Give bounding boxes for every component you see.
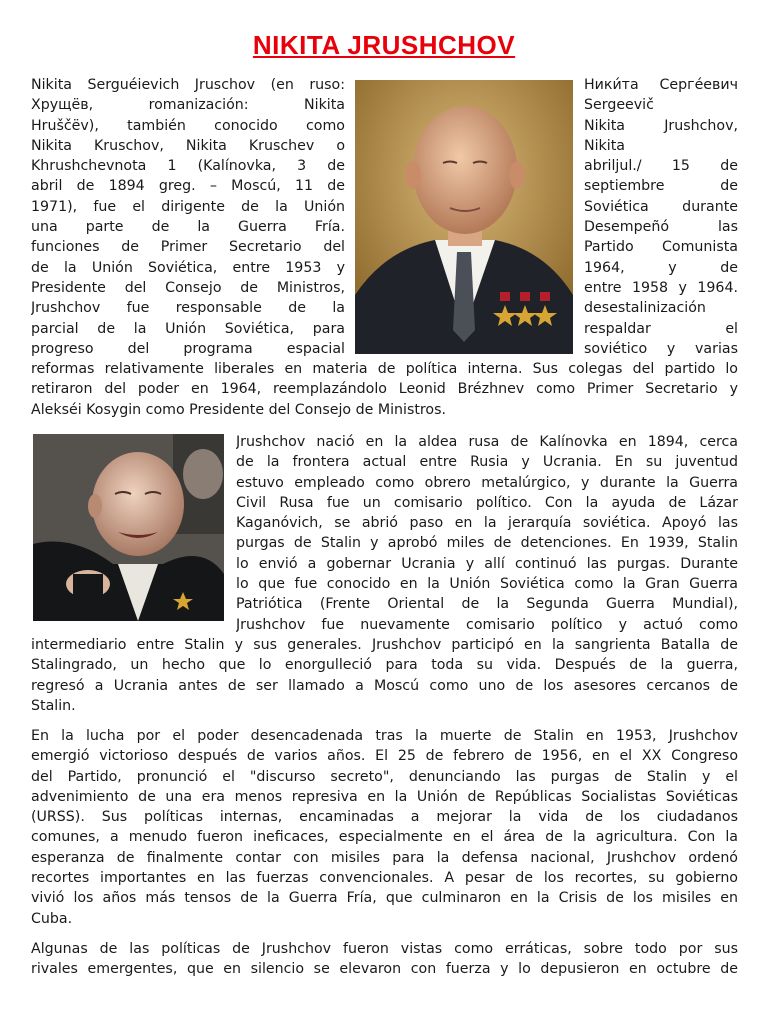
text-line: parcial de la Unión Soviética, para	[31, 320, 345, 337]
text-line: Kaganóvich, se abrió paso en la jerarquía soviética. Apoyó las	[236, 515, 738, 532]
text-line: estuvo empleado como obrero metalúrgico, y durante la Guerra	[236, 474, 738, 491]
text-line: del Partido, pronunció el "discurso secreto", denunciando las purgas de Stalin y el	[31, 768, 738, 785]
text-line: Hruščëv), también conocido como	[31, 117, 345, 134]
text-line: abril de 1894 greg. – Moscú, 11 de	[31, 178, 345, 195]
text-line: Algunas de las políticas de Jrushchov fueron vistas como erráticas, sobre todo por sus	[31, 941, 738, 957]
text-line: Alekséi Kosygin como Presidente del Consejo de Ministros.	[31, 401, 447, 418]
text-line: 1971), fue el dirigente de la Unión	[31, 198, 345, 215]
text-line: Jrushchov nació en la aldea rusa de Kalínovka en 1894, cerca	[236, 434, 738, 450]
text-line: progreso del programa espacial	[31, 340, 345, 357]
text-line: lo que fue conocido en la Unión Soviética como la Gran Guerra	[236, 576, 738, 593]
text-line: desestalinización	[584, 300, 706, 317]
text-line: respaldar el	[584, 320, 738, 337]
intro-tail	[31, 359, 738, 420]
text-line: Soviética durante	[584, 198, 738, 215]
text-line: septiembre de	[584, 178, 738, 195]
text-line: comunes, a menudo fueron ineficaces, especialmente en el área de la agricultura. Con la	[31, 829, 738, 846]
text-line: recortes importantes en las fuerzas convencionales. A pesar de los recortes, su gobierno	[31, 870, 738, 887]
power-paragraph	[31, 726, 738, 929]
text-line: En la lucha por el poder desencadenada tras la muerte de Stalin en 1953, Jrushchov	[31, 728, 738, 744]
text-line: rivales emergentes, que en silencio se elevaron con fuerza y lo depusieron en octubre de	[31, 961, 738, 978]
text-line: regresó a Ucrania antes de ser llamado a Moscú como uno de los asesores cercanos de	[31, 677, 738, 694]
text-line: Nikita Serguéievich Jruschov (en ruso:	[31, 77, 345, 93]
bio-narrow	[236, 432, 738, 635]
text-line: Хрущёв, romanización: Nikita	[31, 97, 345, 114]
text-line: Presidente del Consejo de Ministros,	[31, 279, 345, 296]
text-line: Nikita Jrushchov,	[584, 117, 738, 134]
text-line: Nikita	[584, 137, 625, 154]
text-line: intermediario entre Stalin y sus generales. Jrushchov participó en la sangrienta Batalla de	[31, 637, 738, 653]
text-line: esperanza de finalmente contar con misiles para la defensa nacional, Jrushchov ordenó	[31, 849, 738, 866]
text-line: advenimiento de una era menos represiva en la Unión de Repúblicas Socialistas Soviéticas	[31, 788, 738, 805]
text-line: Cuba.	[31, 910, 73, 927]
text-line: Partido Comunista	[584, 239, 738, 256]
text-line: Patriótica (Frente Oriental de la Segunda Guerra Mundial),	[236, 596, 738, 613]
text-line: de la frontera actual entre Rusia y Ucrania. En su juventud	[236, 454, 738, 471]
text-line: Desempeñó las	[584, 219, 738, 236]
policies-paragraph	[31, 939, 738, 980]
text-line: Ники́та Серге́евич	[584, 77, 738, 93]
text-line: lo envió a gobernar Ucrania y allí continuó las purgas. Durante	[236, 555, 738, 572]
text-line: Jrushchov fue responsable de la	[31, 300, 345, 317]
speech-photo	[33, 434, 224, 621]
text-line: reformas relativamente liberales en materia de política interna. Sus colegas del partido lo	[31, 361, 738, 377]
text-line: vivió los años más tensos de la Guerra Fría, que culminaron en la Crisis de los misiles en	[31, 890, 738, 907]
text-line: entre 1958 y 1964.	[584, 279, 738, 296]
text-line: emergió victorioso después de varios años. El 25 de febrero de 1956, en el XX Congreso	[31, 748, 738, 765]
text-line: Nikita Kruschov, Nikita Kruschev o	[31, 137, 345, 154]
text-line: Khrushchevnota 1 (Kalínovka, 3 de	[31, 158, 345, 175]
intro-left-column	[31, 75, 345, 359]
text-line: de la Unión Soviética, entre 1953 y	[31, 259, 345, 276]
intro-right-column	[584, 75, 738, 359]
page-title: NIKITA JRUSHCHOV	[252, 30, 516, 60]
text-line: Jrushchov fue nuevamente comisario político y actuó como	[236, 616, 738, 633]
text-line: (URSS). Sus políticas internas, encaminadas a mejorar la vida de los ciudadanos	[31, 809, 738, 826]
text-line: Civil Rusa fue un comisario político. Con la ayuda de Lázar	[236, 494, 738, 511]
text-line: una parte de la Guerra Fría.	[31, 219, 345, 236]
text-line: Sergeevič	[584, 97, 654, 114]
bio-wide	[31, 635, 738, 716]
text-line: purgas de Stalin y aprobó miles de detenciones. En 1939, Stalin	[236, 535, 738, 552]
text-line: funciones de Primer Secretario del	[31, 239, 345, 256]
text-line: abriljul./ 15 de	[584, 158, 738, 175]
text-line: Stalin.	[31, 697, 76, 714]
text-line: soviético y varias	[584, 340, 738, 357]
text-line: 1964, y de	[584, 259, 738, 276]
portrait-photo	[355, 80, 573, 354]
text-line: retiraron del poder en 1964, reemplazándolo Leonid Brézhnev como Primer Secretario y	[31, 381, 738, 398]
text-line: Stalingrado, un hecho que lo enorgulleció para toda su vida. Después de la guerra,	[31, 657, 738, 674]
